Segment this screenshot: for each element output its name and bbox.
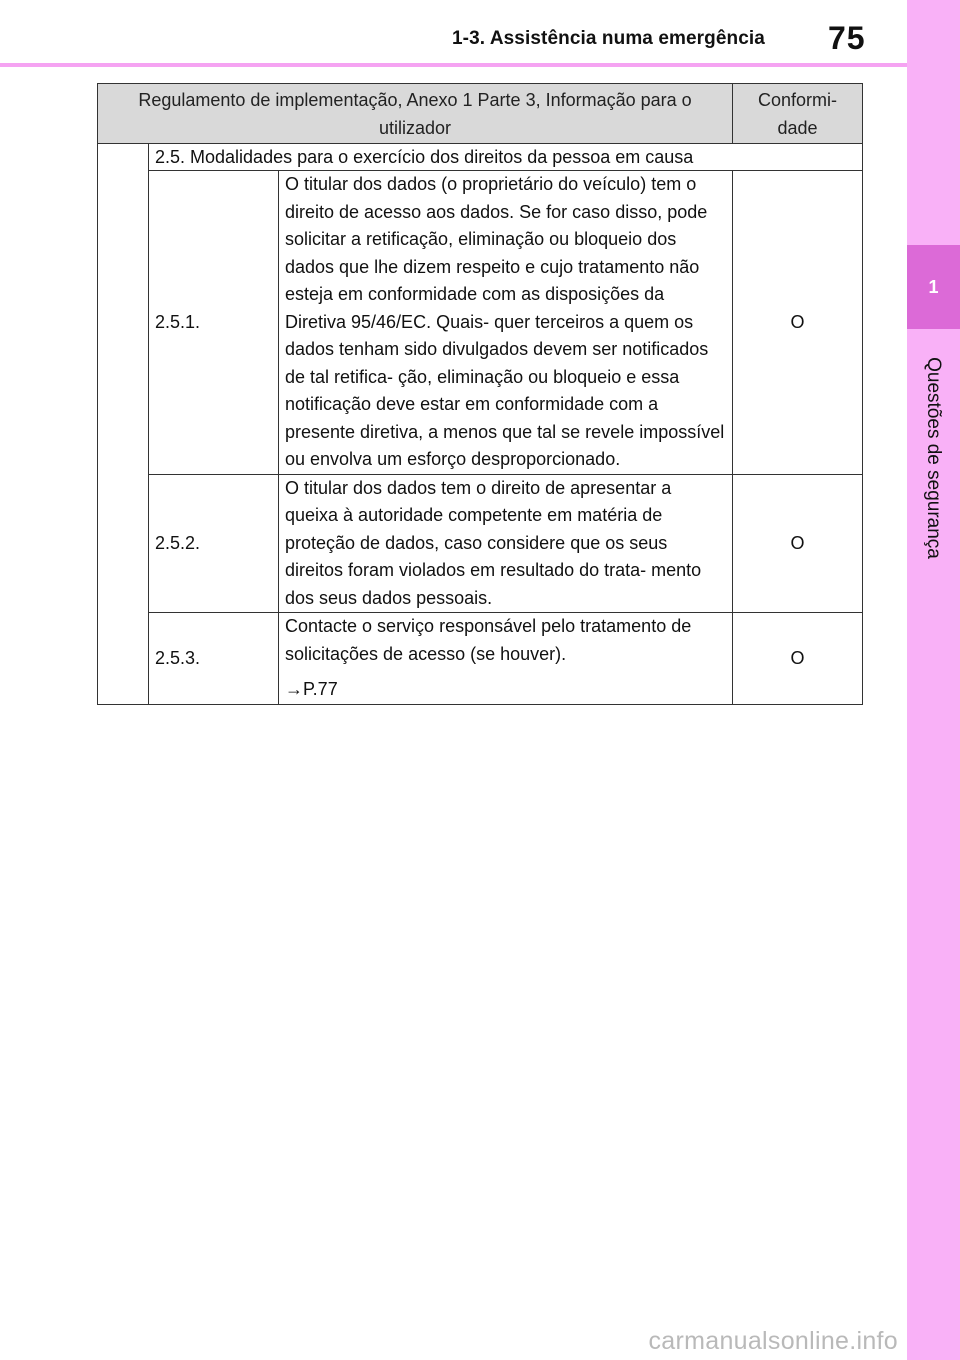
row-description [279,613,733,705]
table-row [98,474,863,613]
chapter-number[interactable]: 1 [907,245,960,329]
row-conformity: O [733,474,863,613]
regulation-table [97,83,863,705]
row-description: O titular dos dados (o proprietário do veículo) tem o direito de acesso aos dados. Se for caso disso, pode solicitar a retificação, eliminação ou bloqueio dos dados que lhe dizem respeito e cujo tratamento não esteja em conformidade com as disposições da Diretiva 95/46/EC. Quais- quer terceiros a quem os dados tenham sido divulgados devem ser notificados de tal retifica- ção, eliminação ou bloqueio e essa notificação deve estar em conformidade com a presente diretiva, a menos que tal se revele impossível ou envolva um esforço desproporcionado. [279,171,733,475]
row-description: O titular dos dados tem o direito de apresentar a queixa à autoridade competente em matéria de proteção de dados, caso considere que os seus direitos foram violados em resultado do trata- mento dos seus dados pessoais. [279,474,733,613]
watermark: carmanualsonline.info [648,1327,898,1355]
row-number: 2.5.1. [149,171,279,475]
chapter-title: Questões de segurança [923,357,944,559]
row-number: 2.5.3. [149,613,279,705]
page-reference-link[interactable]: →P.77 [285,679,338,699]
subheading: 2.5. Modalidades para o exercício dos direitos da pessoa em causa [149,144,863,171]
section-title: 1-3. Assistência numa emergência [452,28,765,49]
table-row [98,171,863,475]
row-conformity: O [733,171,863,475]
table-header-row [98,84,863,144]
table-row [98,613,863,705]
column-header-conformity: Conformi- dade [733,84,863,144]
header-divider [0,63,907,67]
row-conformity: O [733,613,863,705]
row-number: 2.5.2. [149,474,279,613]
page-number: 75 [828,20,866,56]
row-description-text: Contacte o serviço responsável pelo tratamento de solicitações de acesso (se houver). [285,616,692,664]
subheading-row [98,144,863,171]
indent-cell [98,144,149,705]
column-header-regulation: Regulamento de implementação, Anexo 1 Parte 3, Informação para o utilizador [98,84,733,144]
chapter-side-tab [907,0,960,1360]
